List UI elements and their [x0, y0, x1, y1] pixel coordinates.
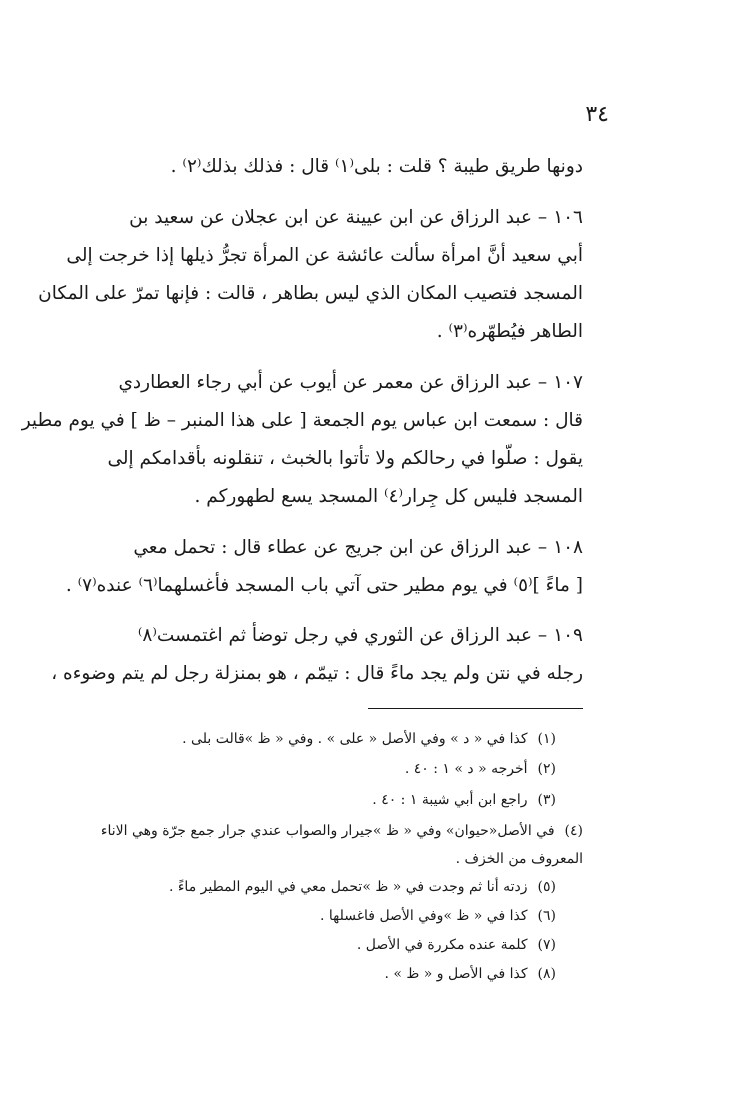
footnote-2: [405, 761, 556, 777]
footnote-text: في الأصل«حيوان» وفي « ظ »جيرار والصواب عندي جرار جمع جرّة وهي الاناء: [100, 823, 555, 839]
hadith-107-line-1: [118, 372, 583, 393]
footnote-5: [169, 879, 556, 895]
footnote-text: كذا في « د » وفي الأصل « على » . وفي « ظ »قالت بلى .: [182, 731, 528, 747]
page-number: ٣٤: [585, 102, 609, 127]
hadith-text: – عبد الرزاق عن ابن جريج عن عطاء قال : تحمل معي: [133, 537, 548, 558]
hadith-text: – عبد الرزاق عن ابن عيينة عن ابن عجلان عن سعيد بن: [129, 207, 548, 228]
hadith-108-line-2: [ ماءً ]⁽٥⁾ في يوم مطير حتى آتي باب المسجد فأغسلهما⁽٦⁾ عنده⁽٧⁾ .: [65, 575, 583, 596]
hadith-109-line-1: [137, 625, 583, 646]
footnote-text: كذا في « ظ »وفي الأصل فاغسلها .: [319, 908, 528, 924]
footnote-text: راجع ابن أبي شيبة ١ : ٤٠ .: [372, 792, 528, 808]
footnote-text: زدته أنا ثم وجدت في « ظ »تحمل معي في اليوم المطير ماءً .: [168, 879, 528, 895]
footnote-7: [357, 937, 556, 953]
footnote-3: [372, 792, 556, 808]
hadith-107-line-4: المسجد فليس كل جِرار⁽٤⁾ المسجد يسع لطهوركم .: [194, 486, 583, 507]
footnote-text: كذا في الأصل و « ظ » .: [384, 966, 528, 982]
hadith-number: ١٠٧: [553, 372, 583, 393]
footnote-4-continuation: المعروف من الخزف .: [455, 851, 583, 867]
hadith-number: ١٠٨: [553, 537, 583, 558]
footnote-number: (٦): [537, 908, 556, 924]
footnote-separator: [368, 708, 583, 709]
hadith-106-line-4: الطاهر فيُطهّره⁽٣⁾ .: [436, 321, 583, 342]
footnote-number: (٥): [537, 879, 556, 895]
footnote-number: (٧): [537, 937, 556, 953]
hadith-109-line-2: رجله في نتن ولم يجد ماءً قال : تيمّم ، هو بمنزلة رجل لم يتم وضوءه ،: [51, 663, 583, 684]
footnote-number: (٨): [537, 966, 556, 982]
hadith-text: – عبد الرزاق عن معمر عن أيوب عن أبي رجاء العطاردي: [118, 372, 548, 393]
hadith-106-line-3: المسجد فتصيب المكان الذي ليس بطاهر ، قالت : فإنها تمرّ على المكان: [38, 283, 583, 304]
footnote-text: كلمة عنده مكررة في الأصل .: [356, 937, 528, 953]
footnote-number: (٢): [537, 761, 556, 777]
footnote-number: (١): [537, 731, 556, 747]
hadith-108-line-1: [133, 537, 583, 558]
footnote-8: [384, 966, 556, 982]
footnote-4: [100, 823, 583, 839]
hadith-number: ١٠٩: [553, 625, 583, 646]
footnote-6: [320, 908, 556, 924]
footnote-1: [182, 731, 556, 747]
hadith-text: – عبد الرزاق عن الثوري في رجل توضأ ثم اغتمست⁽٨⁾: [137, 625, 548, 646]
hadith-107-line-3: يقول : صلّوا في رحالكم ولا تأتوا بالخبث ، تنقلونه بأقدامكم إلى: [107, 448, 583, 469]
footnote-number: (٤): [564, 823, 583, 839]
hadith-107-line-2: قال : سمعت ابن عباس يوم الجمعة [ على هذا المنبر – ظ ] في يوم مطير: [21, 410, 583, 431]
hadith-106-line-2: أبي سعيد أنَّ امرأة سألت عائشة عن المرأة تجرُّ ذيلها إذا خرجت إلى: [66, 245, 583, 266]
footnote-number: (٣): [537, 792, 556, 808]
intro-line: دونها طريق طيبة ؟ قلت : بلى⁽١⁾ قال : فذلك بذلك⁽٢⁾ .: [170, 156, 583, 177]
hadith-106-line-1: [129, 207, 583, 228]
hadith-number: ١٠٦: [553, 207, 583, 228]
footnote-text: أخرجه « د » ١ : ٤٠ .: [404, 761, 528, 777]
